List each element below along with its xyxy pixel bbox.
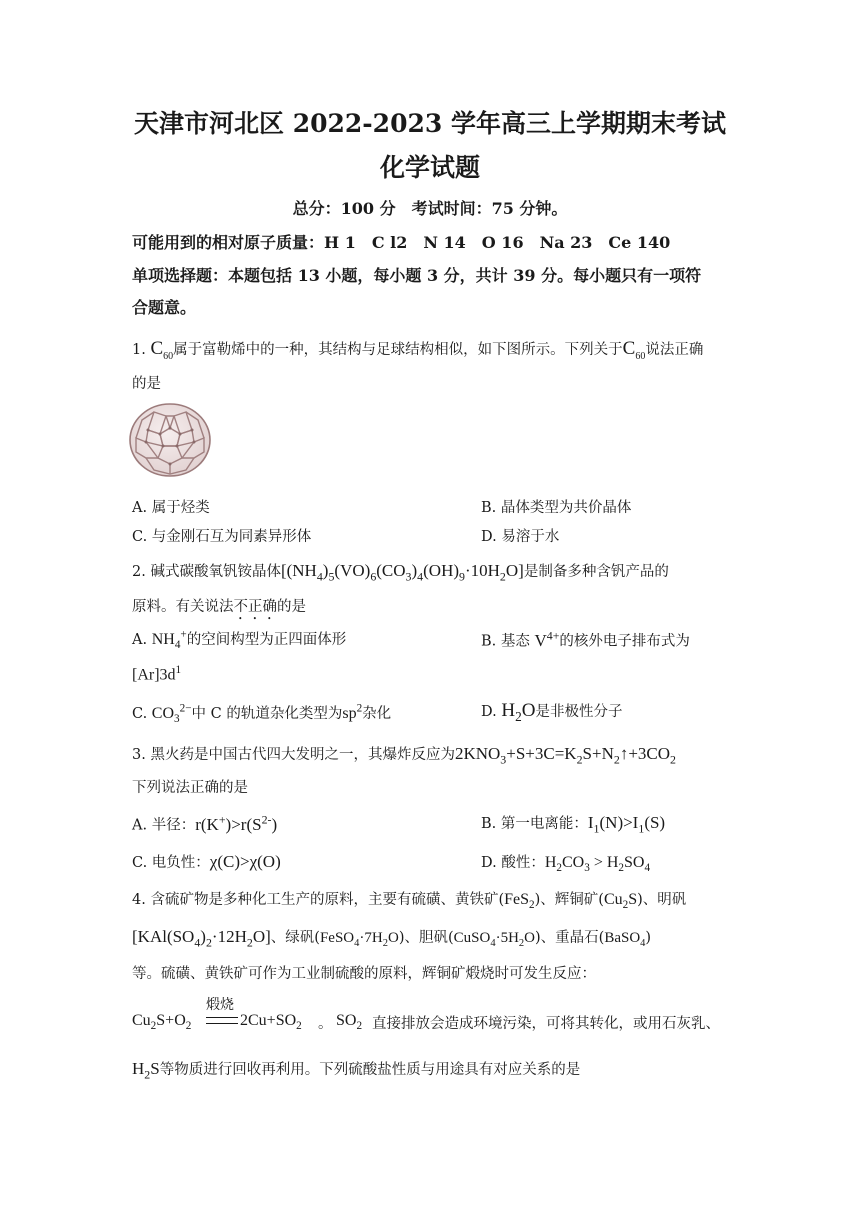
q2-option-b-formula: $V^{4+}$ xyxy=(534,628,560,650)
c60-fullerene-image xyxy=(128,402,212,478)
q2-text-a: 碱式碳酸氧钒铵晶体 xyxy=(150,564,281,580)
q1-line1 xyxy=(132,338,703,362)
q4-formula-blue-vitriol: $CuSO_4\cdot 5H_2O$ xyxy=(453,930,535,949)
q2-option-a-text: 的空间构型为正四面体形 xyxy=(186,632,347,648)
q4-formula-baso4: BaSO$_4$ xyxy=(604,930,646,949)
q2-option-a-formula: $NH_4^+$ xyxy=(151,628,187,652)
q4-formula-h2s: $H_2S$ xyxy=(132,1059,160,1082)
q4-text-b: )、辉铜矿( xyxy=(534,892,604,908)
q2-option-c-label: C. xyxy=(132,706,148,722)
q2-emphasis: 不正确 xyxy=(233,599,277,615)
q4-eq-equals-sign xyxy=(206,1017,238,1024)
q2-option-c-formula: $CO_3^{2-}$ xyxy=(151,702,192,726)
q4-text-e: )、胆矾( xyxy=(398,930,454,946)
q4-line5 xyxy=(132,1058,580,1082)
q4-line2 xyxy=(132,926,651,950)
q3-equation: $2KNO_3+S+3C=K_2S+N_2↑+3CO_2$ xyxy=(454,744,676,767)
q1-option-d[interactable]: D. 易溶于水 xyxy=(481,529,560,545)
q1-option-a[interactable]: A. 属于烃类 xyxy=(132,500,210,516)
q4-text-g: ) xyxy=(645,930,652,946)
atomic-mass-line: 可能用到的相对原子质量：H 1 C l2 N 14 O 16 Na 23 Ce 140 xyxy=(132,233,671,252)
q4-eq-condition: 煅烧 xyxy=(206,997,234,1013)
section-instruction-line2: 合题意。 xyxy=(132,298,197,317)
q3-option-a[interactable] xyxy=(132,812,277,835)
q2-option-c-hybrid: $sp^2$ xyxy=(342,702,363,722)
q4-text-k: 等物质进行回收再利用。下列硫酸盐性质与用途具有对应关系的是 xyxy=(159,1062,581,1078)
q4-line1 xyxy=(132,888,686,911)
page-subtitle: 化学试题 xyxy=(379,153,480,182)
q2-option-d-formula: $H_2O$ xyxy=(501,700,536,724)
q1-number: 1. xyxy=(132,342,146,358)
q4-text-a: 含硫矿物是多种化工生产的原料，主要有硫磺、黄铁矿( xyxy=(150,892,505,908)
q2-option-b[interactable] xyxy=(481,628,690,651)
q2-text-b: 是制备多种含钒产品的 xyxy=(523,564,669,580)
q1-option-b[interactable]: B. 晶体类型为共价晶体 xyxy=(481,500,632,516)
q4-formula-alum: $[KAl(SO_4)_2\cdot 12H_2O]$ xyxy=(132,927,271,950)
q1-formula-c60-2: $C_{60}$ xyxy=(622,338,646,362)
q4-eq-period: 。 xyxy=(318,1016,333,1032)
q2-option-d-text: 是非极性分子 xyxy=(535,704,623,720)
q2-option-b-text-a: B. 基态 xyxy=(481,633,530,650)
q2-option-c-text-c: 杂化 xyxy=(362,706,392,722)
q3-option-b[interactable] xyxy=(481,812,665,836)
q2-option-d-label: D. xyxy=(481,704,497,720)
q3-option-d[interactable] xyxy=(481,851,650,874)
q2-option-a[interactable] xyxy=(132,628,346,651)
q4-text-f: )、重晶石( xyxy=(535,930,605,946)
q1-line2: 的是 xyxy=(132,376,161,392)
q2-option-b-text-b: 的核外电子排布式为 xyxy=(559,633,690,650)
page-title: 天津市河北区 2022-2023 学年高三上学期期末考试 xyxy=(134,109,726,138)
section-instruction-line1: 单项选择题：本题包括 13 小题，每小题 3 分，共计 39 分。每小题只有一项符 xyxy=(132,266,702,285)
q3-line1 xyxy=(132,743,676,767)
q3-option-d-expr: $H_2CO_3 > H_2SO_4$ xyxy=(544,854,651,875)
q1-text-a: 属于富勒烯中的一种，其结构与足球结构相似，如下图所示。下列关于 xyxy=(173,342,623,358)
q3-option-a-label: A. 半径： xyxy=(132,817,196,834)
score-time: 总分：100 分 考试时间：75 分钟。 xyxy=(292,199,568,218)
q4-formula-fes2: FeS$_2$ xyxy=(504,891,535,912)
q2-option-c[interactable] xyxy=(132,702,391,725)
q2-line1 xyxy=(132,560,669,584)
q4-eq-right: $2Cu+SO_2$ xyxy=(240,1012,302,1033)
q4-text-c: )、明矾 xyxy=(637,892,687,908)
q4-text-d: 、绿矾( xyxy=(270,930,320,946)
q3-option-d-label: D. 酸性： xyxy=(481,855,545,871)
q4-eq-left: $Cu_2S+O_2$ xyxy=(132,1012,192,1033)
q4-text-j: 直接排放会造成环境污染，可将其转化，或用石灰乳、 xyxy=(372,1016,720,1032)
q4-formula-green-vitriol: $FeSO_4\cdot 7H_2O$ xyxy=(319,930,399,949)
q2-option-b-config: $[Ar]3d^1$ xyxy=(132,664,182,684)
q4-number: 4. xyxy=(132,892,146,908)
q1-formula-c60: $C_{60}$ xyxy=(150,338,174,362)
q2-line2 xyxy=(132,595,306,623)
q3-option-c[interactable] xyxy=(132,851,281,872)
q3-option-b-expr: $I_1(N)>I_1(S)$ xyxy=(587,813,666,836)
q2-text-c: 原料。有关说法 xyxy=(132,599,234,615)
q2-formula: $[(NH_4)_5(VO)_6(CO_3)_4(OH)_9\cdot 10H_2O]$ xyxy=(280,561,524,584)
q4-line3: 等。硫磺、黄铁矿可作为工业制硫酸的原料，辉铜矿煅烧时可发生反应： xyxy=(132,966,596,982)
q1-option-c[interactable]: C. 与金刚石互为同素异形体 xyxy=(132,529,312,545)
q3-text-a: 黑火药是中国古代四大发明之一，其爆炸反应为 xyxy=(150,747,455,763)
q2-option-a-label: A. xyxy=(132,632,148,648)
q3-option-a-expr: $r(K^+)>r(S^{2-})$ xyxy=(195,812,278,834)
q2-option-d[interactable] xyxy=(481,700,622,725)
q2-number: 2. xyxy=(132,564,146,580)
q4-formula-so2: $SO_2$ xyxy=(336,1012,363,1033)
q4-equation-line xyxy=(132,994,832,1034)
q2-option-c-text-b: 中 C 的轨道杂化类型为 xyxy=(191,706,343,722)
q4-formula-cu2s: $Cu_2S$ xyxy=(603,891,638,912)
q3-option-c-expr: χ(C)>χ(O) xyxy=(209,852,281,871)
q3-number: 3. xyxy=(132,747,146,763)
q3-option-c-label: C. 电负性： xyxy=(132,855,210,871)
q1-text-b: 说法正确 xyxy=(645,342,704,358)
q3-line2: 下列说法正确的是 xyxy=(132,780,248,796)
q3-option-b-label: B. 第一电离能： xyxy=(481,816,588,832)
q2-text-d: 的是 xyxy=(277,599,306,615)
